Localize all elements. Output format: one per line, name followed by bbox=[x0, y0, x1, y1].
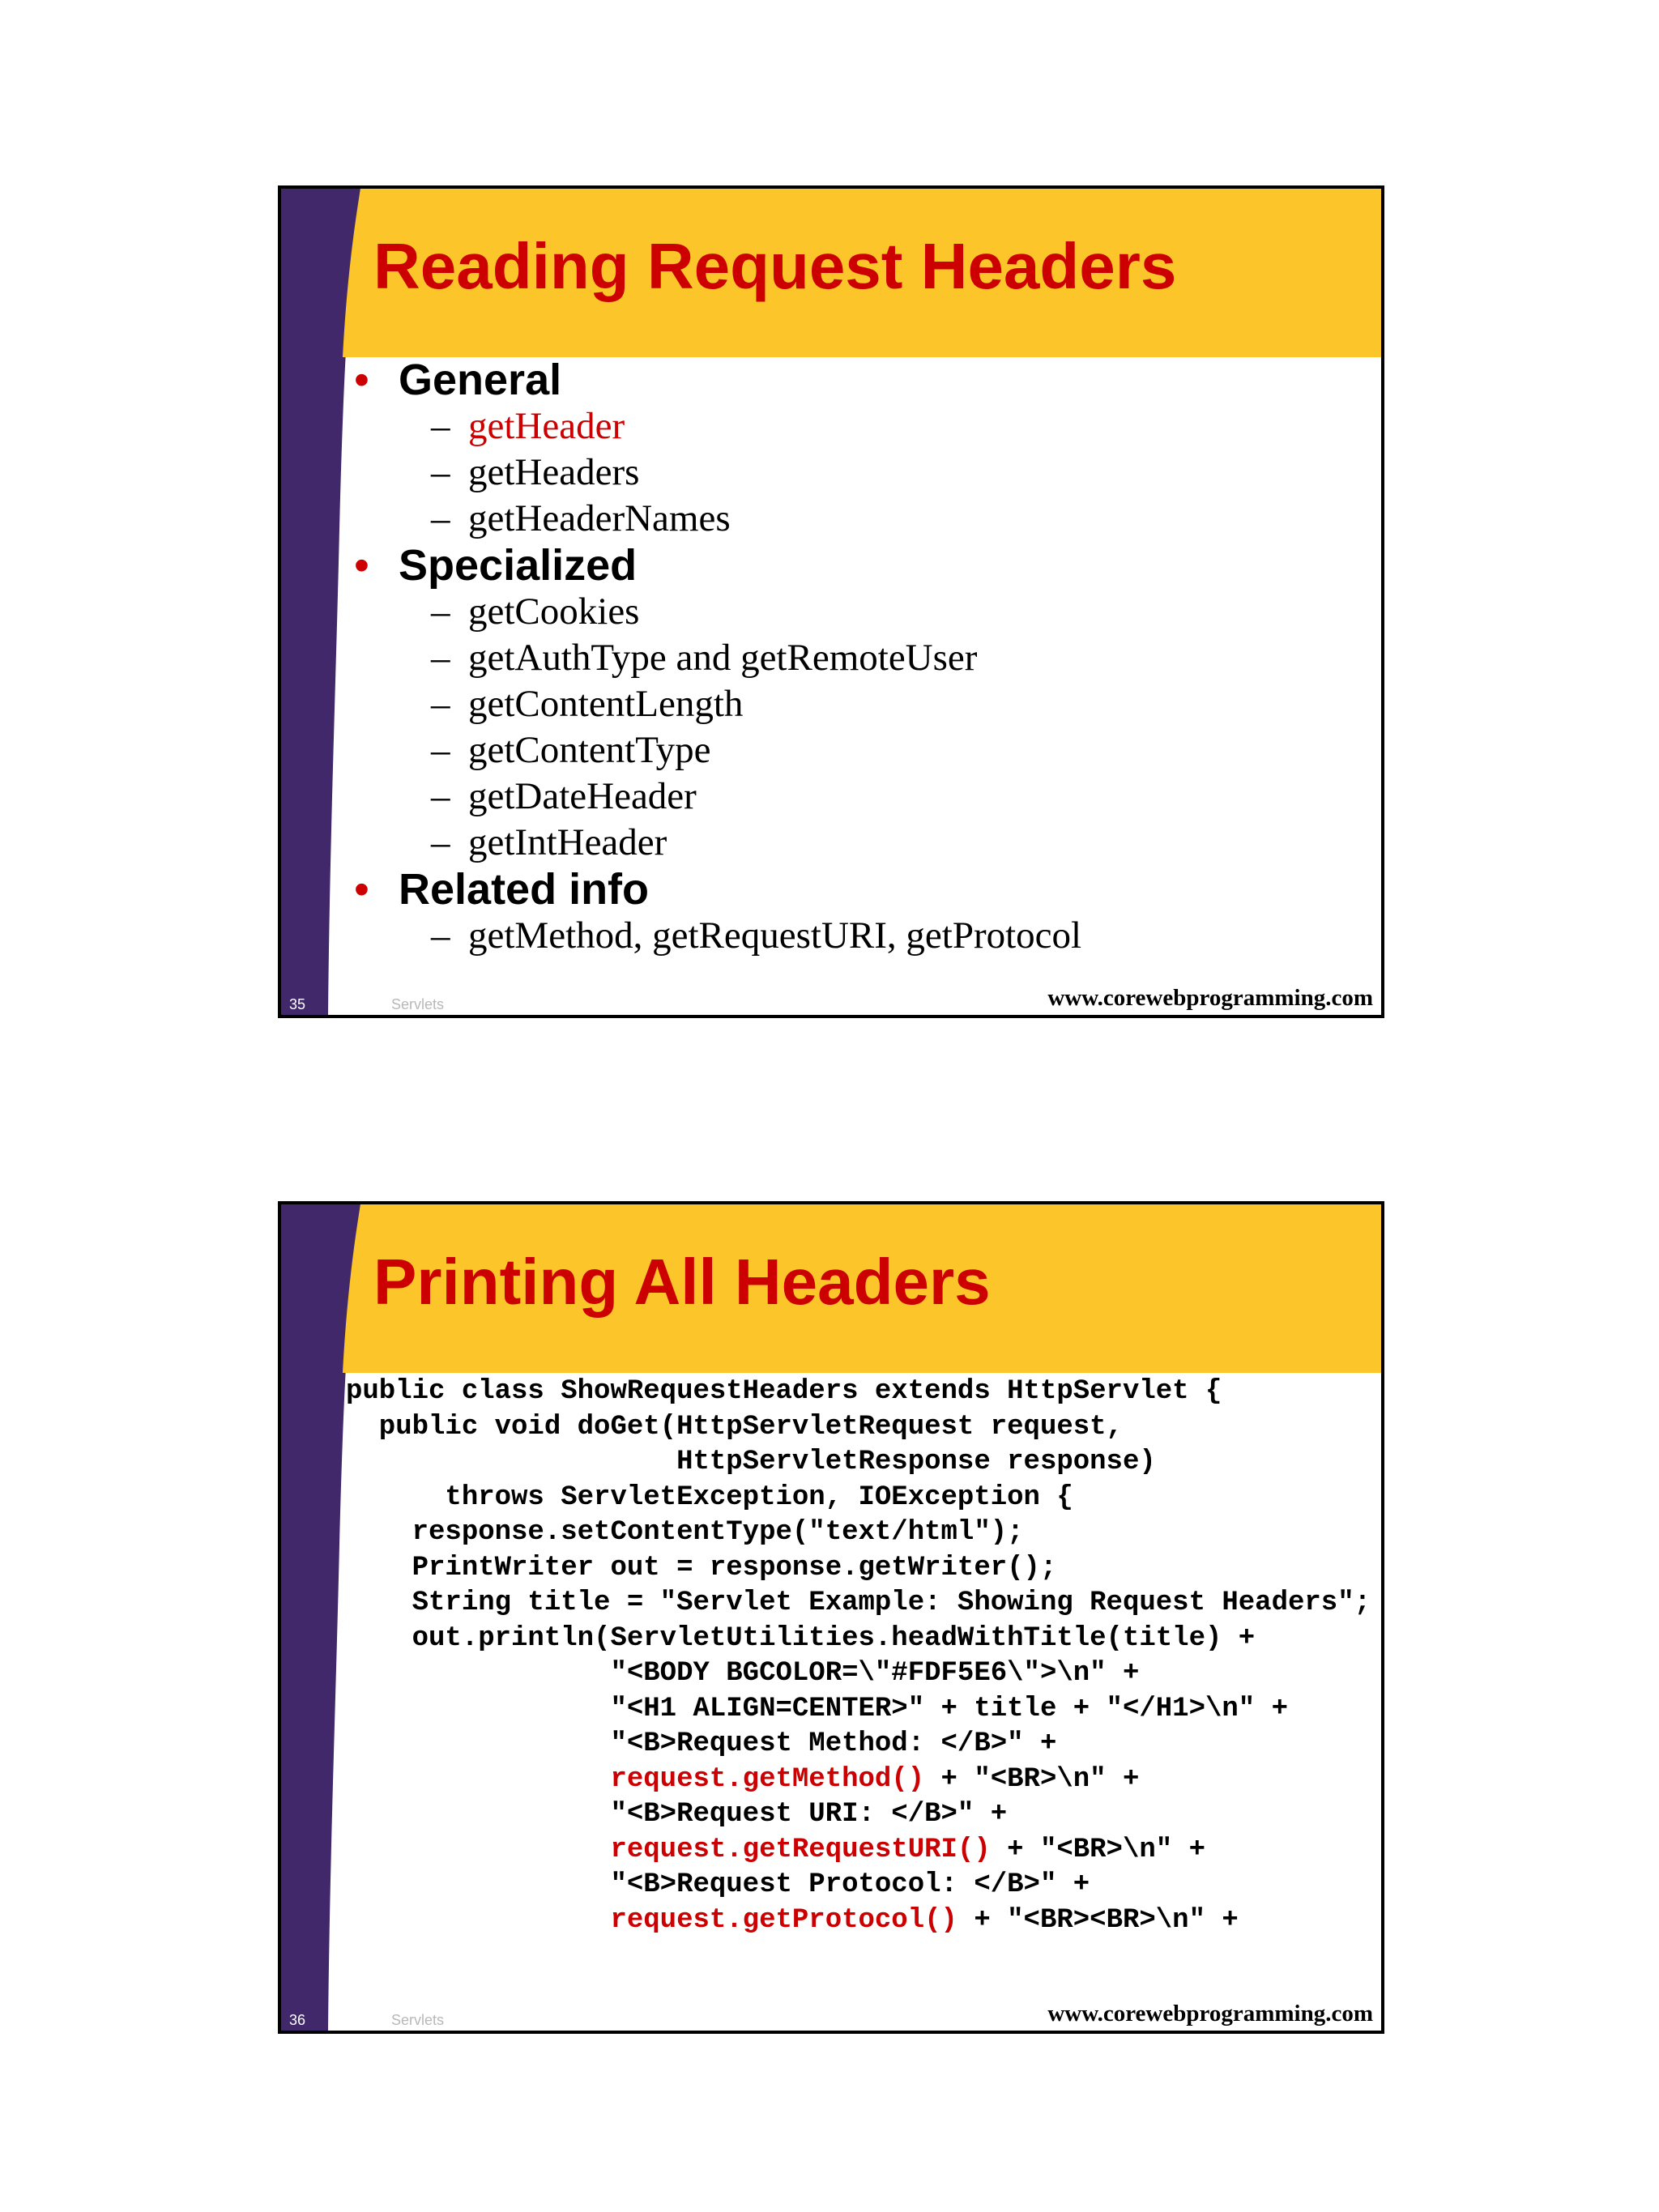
code-line bbox=[346, 1410, 1371, 1446]
footer-url: www.corewebprogramming.com bbox=[1047, 985, 1373, 1011]
bullet-dot: • bbox=[354, 356, 369, 404]
code-segment: + "<BR><BR>\n" + bbox=[957, 1904, 1239, 1936]
sub-item-text: getContentType bbox=[468, 729, 711, 771]
code-line bbox=[346, 1445, 1371, 1481]
code-segment bbox=[346, 1905, 610, 1936]
code-segment: "<B>Request Method: </B>" + bbox=[346, 1728, 1057, 1759]
code-segment bbox=[346, 1764, 610, 1795]
sub-list bbox=[354, 913, 1081, 959]
code-segment bbox=[346, 1835, 610, 1865]
sub-item-text: getCookies bbox=[468, 590, 640, 633]
dash-marker: – bbox=[431, 405, 450, 447]
code-highlight: request.getProtocol() bbox=[610, 1904, 957, 1936]
code-line bbox=[346, 1868, 1371, 1903]
slide-number: 35 bbox=[289, 996, 306, 1012]
dash-marker: – bbox=[431, 451, 450, 493]
code-segment: throws ServletException, IOException { bbox=[346, 1481, 1073, 1513]
sub-item bbox=[431, 496, 1081, 542]
sub-list bbox=[354, 403, 1081, 542]
sub-item-text: getAuthType and getRemoteUser bbox=[468, 637, 978, 679]
sub-item-text: getContentLength bbox=[468, 683, 744, 725]
code-segment: public class ShowRequestHeaders extends HttpServlet { bbox=[346, 1376, 1222, 1407]
dash-marker: – bbox=[431, 637, 450, 679]
code-segment: out.println(ServletUtilities.headWithTitle(title) + bbox=[346, 1622, 1256, 1654]
code-segment: "<B>Request Protocol: </B>" + bbox=[346, 1869, 1090, 1900]
slide-36 bbox=[278, 1201, 1384, 2034]
code-line bbox=[346, 1656, 1371, 1692]
dash-marker: – bbox=[431, 821, 450, 863]
code-line bbox=[346, 1551, 1371, 1587]
sub-item bbox=[431, 913, 1081, 959]
sub-item-text: getHeaderNames bbox=[468, 497, 731, 539]
sub-item bbox=[431, 635, 1081, 681]
code-line bbox=[346, 1692, 1371, 1728]
code-line bbox=[346, 1762, 1371, 1798]
code-highlight: request.getRequestURI() bbox=[610, 1834, 991, 1865]
sub-item bbox=[431, 450, 1081, 496]
sub-item bbox=[431, 681, 1081, 727]
footer-url: www.corewebprogramming.com bbox=[1047, 2001, 1373, 2027]
code-segment: + "<BR>\n" + bbox=[990, 1834, 1205, 1865]
sub-list bbox=[354, 589, 1081, 866]
slide-number: 36 bbox=[289, 2012, 306, 2028]
slide-title: Printing All Headers bbox=[373, 1246, 991, 1318]
sub-item bbox=[431, 820, 1081, 866]
code-segment: public void doGet(HttpServletRequest request, bbox=[346, 1411, 1123, 1443]
code-line bbox=[346, 1375, 1371, 1410]
bullet-heading: General bbox=[399, 356, 562, 404]
dash-marker: – bbox=[431, 775, 450, 817]
code-segment: String title = "Servlet Example: Showing Request Headers"; bbox=[346, 1588, 1371, 1618]
code-segment: HttpServletResponse response) bbox=[346, 1447, 1156, 1477]
code-segment: "<B>Request URI: </B>" + bbox=[346, 1799, 1008, 1830]
code-block bbox=[346, 1375, 1371, 1938]
code-segment: response.setContentType("text/html"); bbox=[346, 1517, 1024, 1548]
slide-35 bbox=[278, 185, 1384, 1018]
bullet-item bbox=[354, 542, 1081, 589]
sub-item-text: getIntHeader bbox=[468, 821, 667, 863]
sub-item-text: getDateHeader bbox=[468, 775, 697, 817]
sub-item bbox=[431, 727, 1081, 774]
sub-item-text: getMethod, getRequestURI, getProtocol bbox=[468, 914, 1082, 957]
footer-label: Servlets bbox=[391, 2012, 445, 2028]
footer-label: Servlets bbox=[391, 996, 445, 1012]
code-segment: "<H1 ALIGN=CENTER>" + title + "</H1>\n" + bbox=[346, 1693, 1288, 1724]
code-line bbox=[346, 1586, 1371, 1622]
bullet-item bbox=[354, 356, 1081, 403]
sub-item-text: getHeaders bbox=[468, 451, 640, 493]
slide-title: Reading Request Headers bbox=[373, 230, 1177, 302]
bullet-list bbox=[354, 356, 1081, 959]
code-line bbox=[346, 1727, 1371, 1762]
dash-marker: – bbox=[431, 683, 450, 725]
code-segment: "<BODY BGCOLOR=\"#FDF5E6\">\n" + bbox=[346, 1658, 1140, 1689]
sub-item bbox=[431, 774, 1081, 820]
bullet-heading: Related info bbox=[399, 865, 650, 914]
sub-item-text: getHeader bbox=[468, 405, 625, 447]
dash-marker: – bbox=[431, 729, 450, 771]
bullet-heading: Specialized bbox=[399, 541, 638, 590]
code-highlight: request.getMethod() bbox=[610, 1763, 925, 1795]
bullet-dot: • bbox=[354, 865, 369, 914]
code-segment: + "<BR>\n" + bbox=[924, 1763, 1140, 1795]
code-line bbox=[346, 1515, 1371, 1551]
sub-item bbox=[431, 589, 1081, 635]
bullet-item bbox=[354, 866, 1081, 913]
sub-item bbox=[431, 403, 1081, 450]
dash-marker: – bbox=[431, 914, 450, 957]
code-line bbox=[346, 1481, 1371, 1516]
code-line bbox=[346, 1903, 1371, 1939]
dash-marker: – bbox=[431, 590, 450, 633]
bullet-dot: • bbox=[354, 541, 369, 590]
dash-marker: – bbox=[431, 497, 450, 539]
code-line bbox=[346, 1622, 1371, 1657]
code-line bbox=[346, 1797, 1371, 1833]
code-segment: PrintWriter out = response.getWriter(); bbox=[346, 1552, 1057, 1583]
code-line bbox=[346, 1833, 1371, 1869]
